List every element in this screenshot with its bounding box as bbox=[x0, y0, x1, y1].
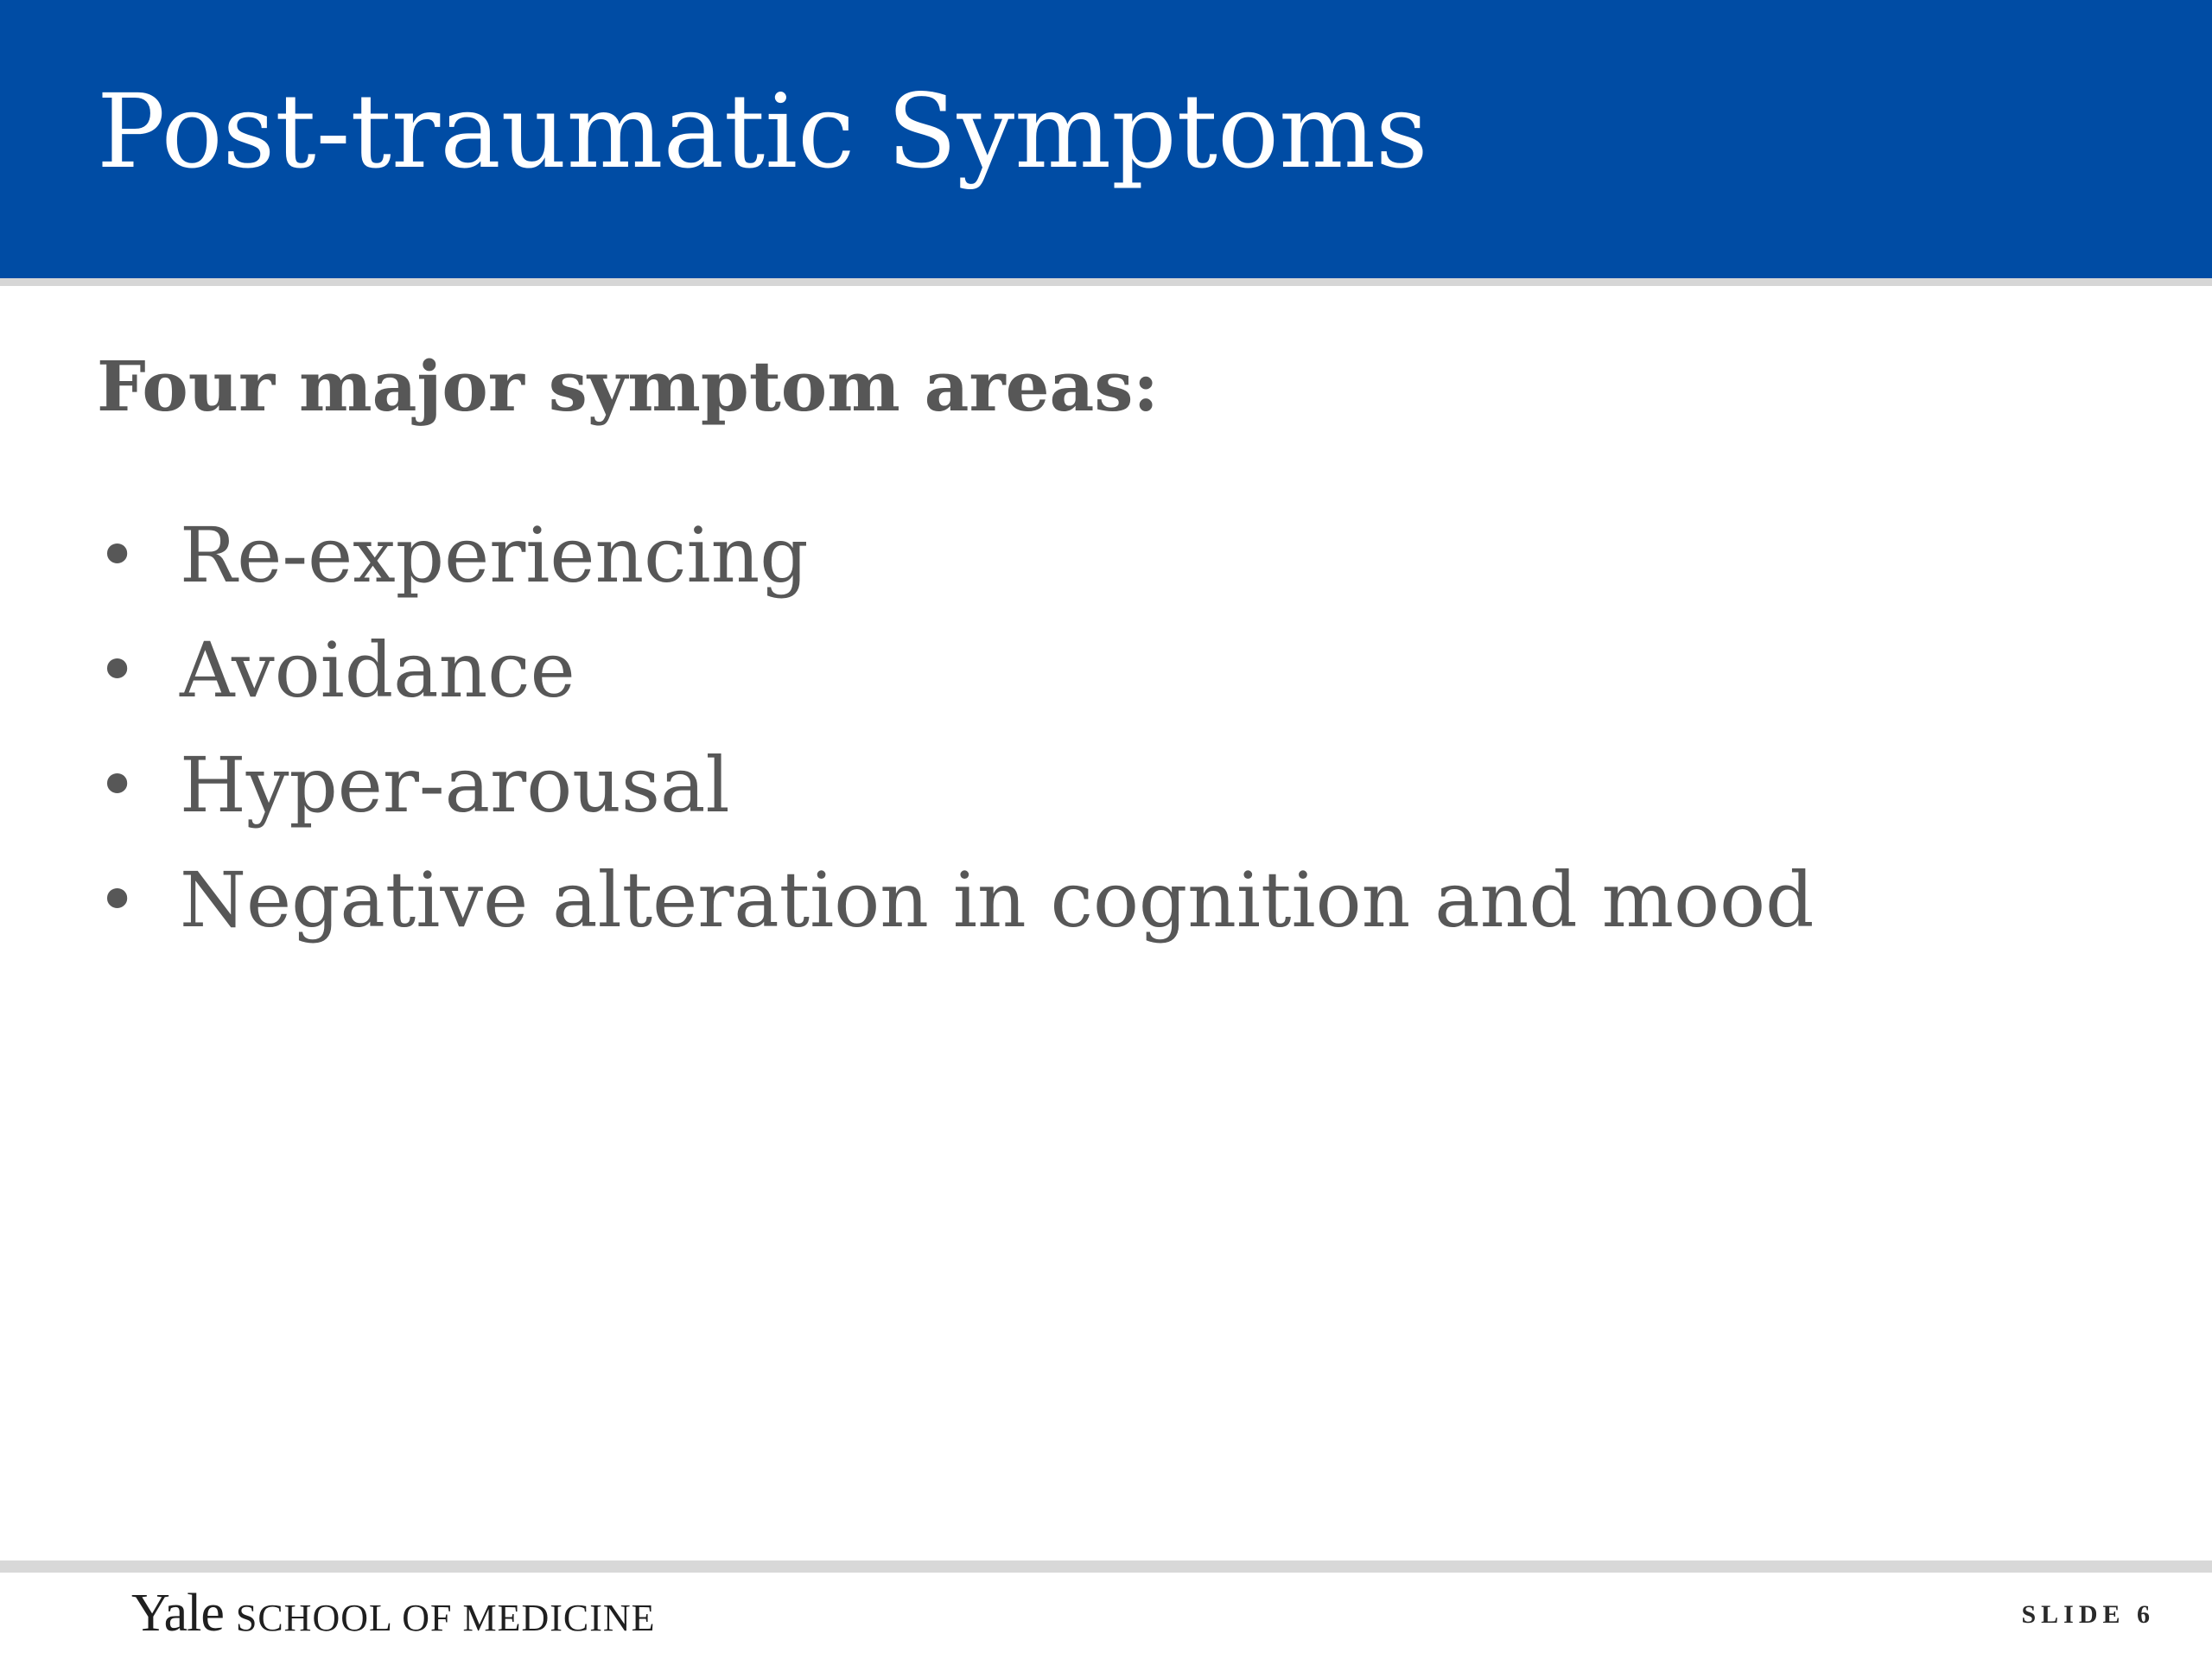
header-divider bbox=[0, 278, 2212, 286]
bullet-item-re-experiencing bbox=[97, 498, 1814, 613]
bullet-item-hyper-arousal bbox=[97, 728, 1814, 842]
bullet-text: Avoidance bbox=[180, 625, 575, 715]
yale-school-of-medicine-logo bbox=[131, 1583, 656, 1652]
bullet-icon: • bbox=[97, 859, 138, 940]
bullet-text: Hyper-arousal bbox=[180, 740, 730, 830]
bullet-icon: • bbox=[97, 514, 138, 595]
bullet-list bbox=[97, 498, 1814, 957]
bullet-item-negative-alteration bbox=[97, 842, 1814, 957]
logo-school-name: SCHOOL OF MEDICINE bbox=[235, 1597, 656, 1639]
header-band bbox=[0, 0, 2212, 278]
logo-yale-wordmark: Yale bbox=[131, 1584, 224, 1643]
bullet-item-avoidance bbox=[97, 613, 1814, 728]
bullet-text: Negative alteration in cognition and mood bbox=[180, 855, 1815, 944]
slide-title: Post-traumatic Symptoms bbox=[97, 72, 1428, 191]
bullet-icon: • bbox=[97, 744, 138, 825]
bullet-text: Re-experiencing bbox=[180, 510, 809, 600]
footer-divider bbox=[0, 1560, 2212, 1573]
slide-number: SLIDE 6 bbox=[2021, 1600, 2155, 1629]
slide-subtitle: Four major symptom areas: bbox=[97, 346, 1159, 427]
bullet-icon: • bbox=[97, 629, 138, 710]
